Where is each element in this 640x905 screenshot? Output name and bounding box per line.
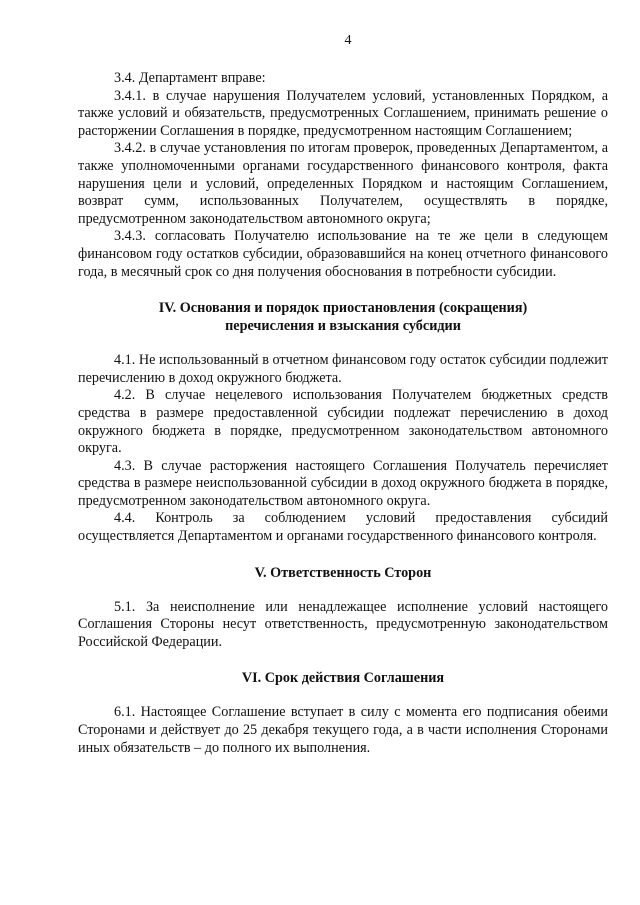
paragraph-4-4: 4.4. Контроль за соблюдением условий предоставления субсидий осуществляется Департаментом и органами государственного финансового контроля. <box>78 510 608 545</box>
section-6-heading: VI. Срок действия Соглашения <box>241 670 445 687</box>
paragraph-3-4: 3.4. Департамент вправе: <box>114 70 266 86</box>
spacer <box>78 335 608 352</box>
spacer <box>78 582 608 599</box>
section-4-heading <box>78 299 608 335</box>
section-4-heading-line1: IV. Основания и порядок приостановления (сокращения) <box>158 300 528 317</box>
paragraph-6-1: 6.1. Настоящее Соглашение вступает в силу с момента его подписания обеими Сторонами и действует до 25 декабря текущего года, а в части исполнения Сторонами иных обязательств – до полного их выполнения. <box>78 704 608 756</box>
section-5-heading: V. Ответственность Сторон <box>254 564 432 581</box>
paragraph-3-4-3: 3.4.3. согласовать Получателю использование на те же цели в следующем финансовом году остатков субсидии, образовавшийся на конец отчетного финансового года, в месячный срок со дня получения обоснования в потребности субсидии. <box>78 228 608 280</box>
paragraph-5-1: 5.1. За неисполнение или ненадлежащее исполнение условий настоящего Соглашения Стороны несут ответственность, предусмотренную законодательством Российской Федерации. <box>78 598 608 650</box>
paragraph-3-4-1: 3.4.1. в случае нарушения Получателем условий, установленных Порядком, а также условий и обязательств, предусмотренных Соглашением, принимать решение о расторжении Соглашения в порядке, предусмотренном настоящим Соглашением; <box>78 87 608 139</box>
paragraph-3-4-2: 3.4.2. в случае установления по итогам проверок, проведенных Департаментом, а также уполномоченными органами государственного финансового контроля, факта нарушения цели и условий, определенных Порядком и настоящим Соглашением, возврат сумм, использованных Получателем, осуществлять в порядке, предусмотренном законодательством автономного округа; <box>78 140 608 227</box>
spacer <box>78 546 608 564</box>
document-page <box>78 32 608 757</box>
spacer <box>78 281 608 299</box>
page-number: 4 <box>344 33 352 48</box>
paragraph-4-1: 4.1. Не использованный в отчетном финансовом году остаток субсидии подлежит перечислению в доход окружного бюджета. <box>78 352 608 386</box>
spacer <box>78 651 608 669</box>
spacer <box>78 687 608 704</box>
section-4-heading-line2: перечисления и взыскания субсидии <box>225 318 461 335</box>
paragraph-4-2: 4.2. В случае нецелевого использования Получателем бюджетных средств средства в размере предоставленной субсидии подлежат перечислению в доход окружного бюджета в порядке, предусмотренном законодательством автономного округа. <box>78 387 608 457</box>
paragraph-4-3: 4.3. В случае расторжения настоящего Соглашения Получатель перечисляет средства в размере неиспользованной субсидии в доход окружного бюджета в порядке, предусмотренном законодательством автономного округа. <box>78 457 608 509</box>
